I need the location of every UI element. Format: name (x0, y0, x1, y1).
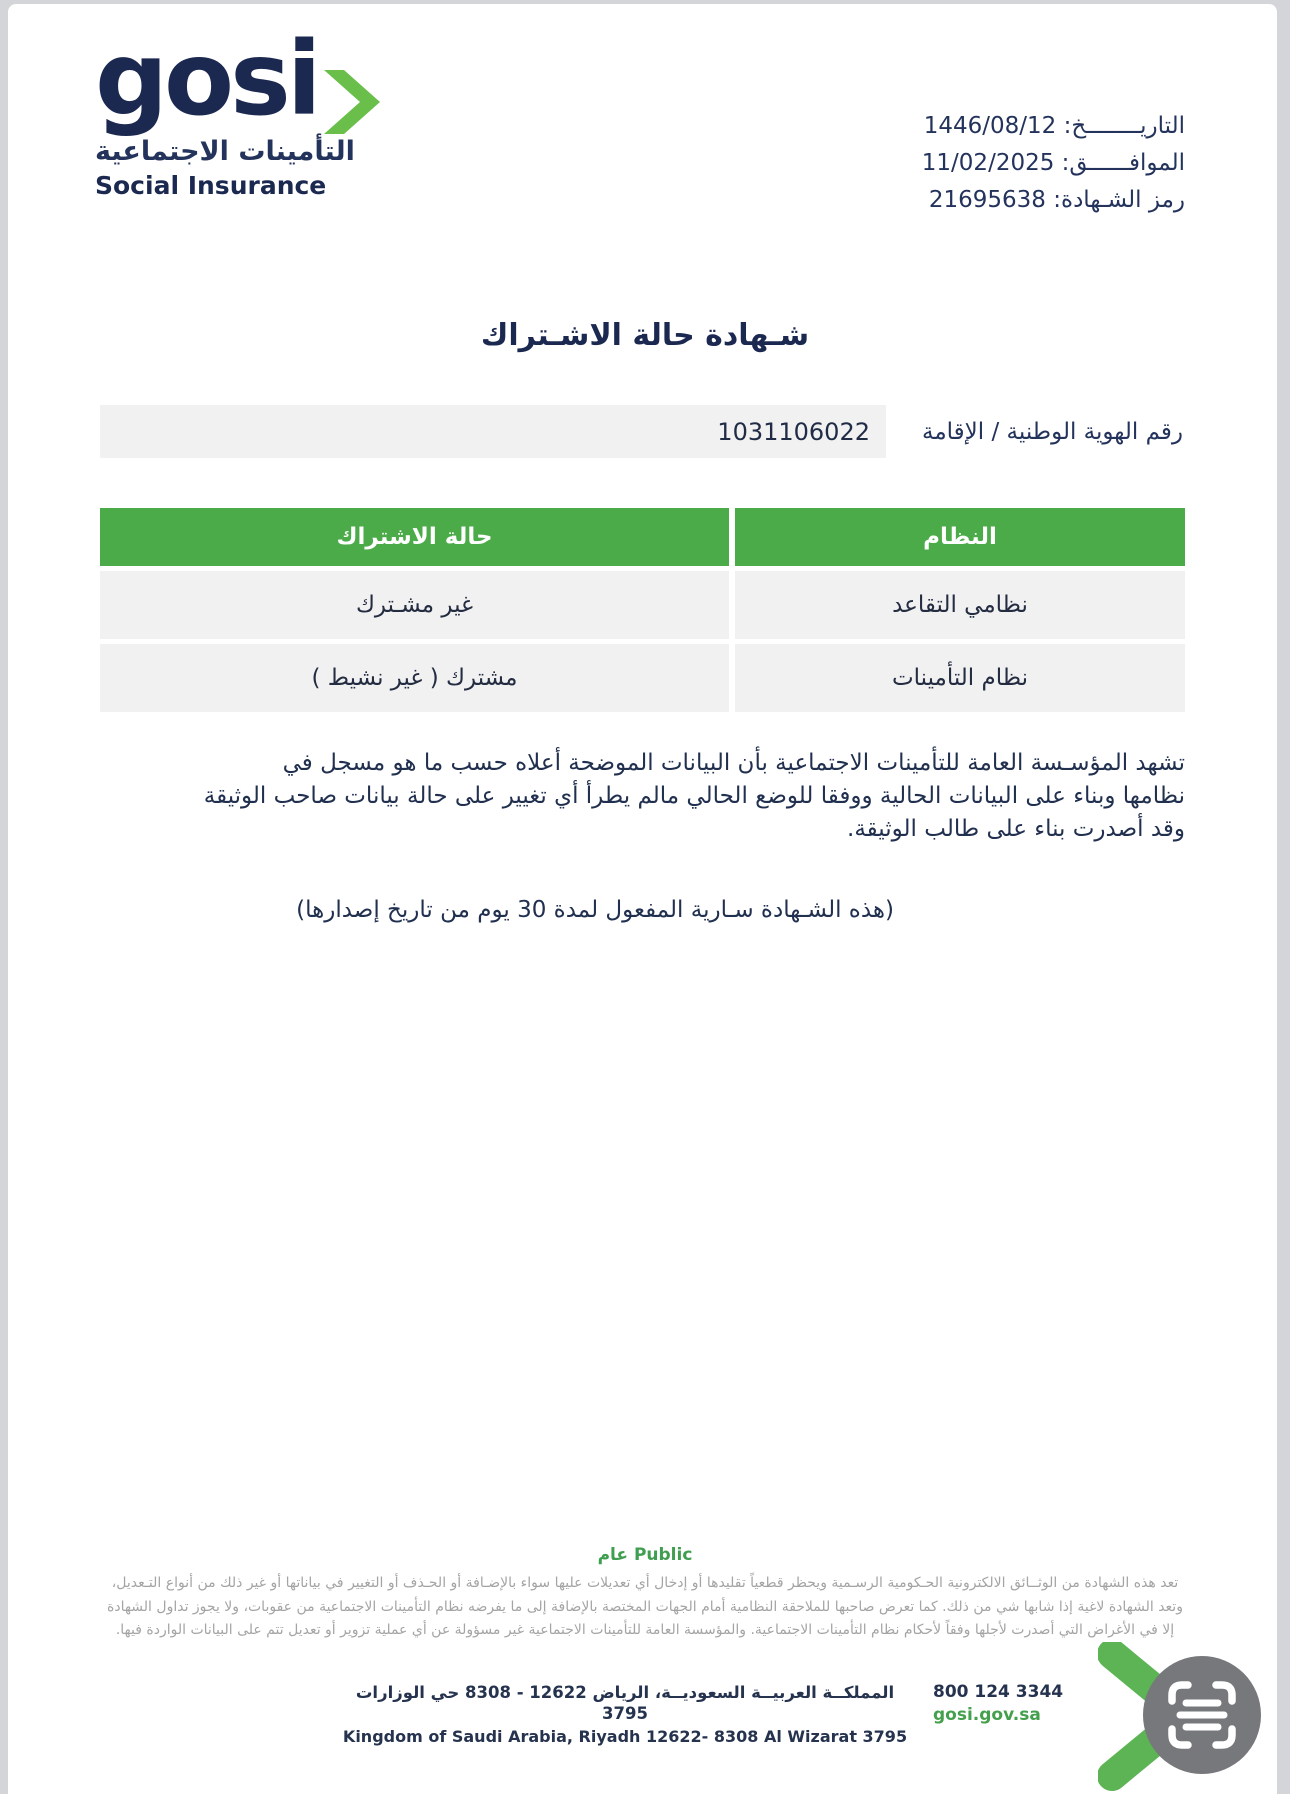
statement-line: تشهد المؤسـسة العامة للتأمينات الاجتماعية بأن البيانات الموضحة أعلاه حسب ما هو مسجل في (282, 750, 1185, 776)
statement-line: وقد أصدرت بناء على طالب الوثيقة. (847, 816, 1185, 842)
hijri-date-label: التاريــــــــخ: (1063, 113, 1185, 139)
certification-statement (100, 747, 1185, 846)
page-title: شـهادة حالة الاشـتراك (480, 318, 810, 353)
disclaimer-line: وتعد الشهادة لاغية إذا شابها شي من ذلك. كما تعرض صاحبها للملاحقة النظامية أمام الجهات المختصة بالإضافة إلى ما يفرضه نظام التأمينات الاجتماعية من عقوبات، ولا يجوز تداول الشهادة (107, 1598, 1183, 1615)
website-url: gosi.gov.sa (933, 1705, 1041, 1725)
disclaimer-line: إلا في الأغراض التي أصدرت لأجلها وفقاً لأحكام نظام التأمينات الاجتماعية. والمؤسسة العامة للتأمينات الاجتماعية غير مسؤولة عن أي عملية تزوير أو تعديل تتم على البيانات الواردة فيها. (115, 1622, 1175, 1638)
system-name-cell: نظامي التقاعد (735, 571, 1185, 639)
gosi-logo (95, 20, 395, 200)
address-arabic: المملكــة العربيــة السعوديــة، الرياض 12622 - 8308 حي الوزارات 3795 (355, 1683, 895, 1723)
system-name-cell: نظام التأمينات (735, 644, 1185, 712)
national-id-field (100, 405, 886, 458)
national-id-label: رقم الهوية الوطنية / الإقامة (922, 418, 1183, 445)
table-row (100, 571, 1185, 639)
logo-english-name: Social Insurance (95, 171, 327, 200)
hijri-date-line (922, 108, 1185, 145)
scan-qr-icon (1143, 1656, 1261, 1774)
table-header-system: النظام (735, 508, 1185, 566)
footer-address (340, 1682, 910, 1747)
disclaimer-line: تعد هذه الشهادة من الوثــائق الالكترونية الحـكومية الرسـمية ويحظر قطعياً تقليدها أو إدخال أي تعديلات عليها سواء بالإضـافة أو الحـذف أو التغيير في بياناتها أو غير ذلك من أنواع التـعديل، (111, 1575, 1179, 1591)
phone-number: 800 124 3344 (933, 1682, 1064, 1702)
address-english: Kingdom of Saudi Arabia, Riyadh 12622- 8308 Al Wizarat 3795 (342, 1727, 908, 1746)
logo-arabic-name: التأمينات الاجتماعية (95, 136, 355, 167)
status-cell: مشترك ( غير نشيط ) (100, 644, 729, 712)
table-header-row (100, 508, 1185, 566)
certificate-code-label: رمز الشـهادة: (1053, 187, 1185, 213)
statement-line: نظامها وبناء على البيانات الحالية ووفقا للوضع الحالي مالم يطرأ أي تغيير على حالة بيانات صاحب الوثيقة (203, 783, 1185, 809)
gosi-brandmark (1098, 1642, 1268, 1794)
certificate-code-line (922, 182, 1185, 219)
table-row (100, 644, 1185, 712)
hijri-date-value: 1446/08/12 (923, 113, 1057, 139)
gregorian-date-value: 11/02/2025 (921, 150, 1055, 176)
certificate-code-value: 21695638 (928, 187, 1046, 213)
classification-label: Public عام (597, 1545, 693, 1565)
table-header-status: حالة الاشتراك (100, 508, 729, 566)
chevron-right-icon (324, 70, 380, 134)
gregorian-date-line (922, 145, 1185, 182)
footer-contact (933, 1682, 1063, 1726)
national-id-value: 1031106022 (717, 417, 870, 446)
gosi-wordmark: gosi (95, 20, 318, 139)
gregorian-date-label: الموافــــــق: (1061, 150, 1185, 176)
validity-note: (هذه الشـهادة سـارية المفعول لمدة 30 يوم من تاريخ إصدارها) (296, 897, 894, 923)
subscription-status-table (100, 508, 1185, 712)
status-cell: غير مشـترك (100, 571, 729, 639)
certificate-meta (922, 108, 1185, 219)
legal-disclaimer (70, 1572, 1220, 1643)
